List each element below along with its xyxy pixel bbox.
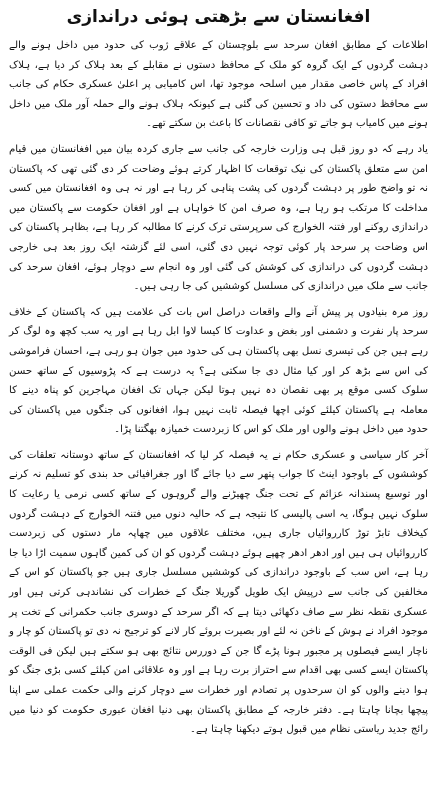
article-paragraph-2: یاد رہے کہ دو روز قبل ہی وزارت خارجہ کی جانب سے جاری کردہ بیان میں افغانستان میں قیام امن سے متعلق پاکستان کی نیک توقعات کا اظہار کرتے ہوئے وضاحت کر دی گئی تھی کہ پاکستان نہ تو واضح طور پر دہشت گردوں کی پشت پناہی کر رہا ہے اور نہ ہی وہ افغانستان میں کسی مداخلت کا مرتکب ہو رہا ہے، وہ صرف امن کا خواہاں ہے اور افغان حکومت سے پاکستان میں دراندازی روکنے اور فتنہ الخوارج کی سرپرستی ترک کرنے کا مطالبہ کر رہا ہے، بظاہر پاکستان کی اس وضاحت پر سرحد پار کوئی توجہ نہیں دی گئی، اسی لئے گزشتہ ایک روز بعد ہی خارجی دہشت گردوں کی دراندازی کی کوشش کی گئی اور وہ انجام سے دوچار ہوئے، افغان سرحد کی جانب سے ملک میں دراندازی کی مسلسل کوششیں کی جا رہی ہیں۔: [9, 143, 428, 293]
article-paragraph-3: روز مرہ بنیادوں پر پیش آنے والے واقعات دراصل اس بات کی علامت ہیں کہ پاکستان کے خلاف سرحد پار نفرت و دشمنی اور بغض و عداوت کا کیسا لاوا ابل رہا ہے اور یہ سب کچھ وہ لوگ کر رہے ہیں جن کی تیسری نسل بھی پاکستان ہی کی حدود میں جوان ہو رہی ہے، احسان فراموشی کی اس سے بڑھ کر اور کیا مثال دی جا سکتی ہے؟ یہ درست ہے کہ پڑوسیوں کے ساتھ حسن سلوک کسی موقع پر بھی نقصان دہ نہیں ہوتا لیکن جہاں تک افغان مہاجرین کو پناہ دینے کا معاملہ ہے پاکستان کیلئے کوئی اچھا فیصلہ ثابت نہیں ہوا، افغانوں کی جنگوں میں پاکستان کی حدود میں داخل ہونے والوں اور ملک کو اس کا زبردست خمیازہ بھگتنا پڑا۔: [9, 306, 428, 436]
article-headline: افغانستان سے بڑھتی ہوئی دراندازی: [66, 7, 371, 27]
article-paragraph-4: آخر کار سیاسی و عسکری حکام نے یہ فیصلہ کر لیا کہ افغانستان کے ساتھ دوستانہ تعلقات کی کوششوں کے باوجود اینٹ کا جواب پتھر سے دیا جائے گا اور جغرافیائی حد بندی کو تسلیم نہ کرنے اور توسیع پسندانہ عزائم کے تحت جنگ چھیڑنے والے گروہوں کے ساتھ کسی نرمی یا رعایت کا سلوک نہیں ہوگا، یہ اسی پالیسی کا نتیجہ ہے کہ حالیہ دنوں میں فتنہ الخوارج کے دہشت گردوں کیخلاف تابڑ توڑ کارروائیاں جاری ہیں، مختلف علاقوں میں چھاپہ مار دستوں کی زبردست کارروائیاں ہی ہیں اور ادھر ادھر چھپے ہوئے دہشت گردوں کو ان کی کمین گاہوں سمیت اڑا دیا جا رہا ہے، اس سب کے باوجود دراندازی کی کوششیں مسلسل جاری ہیں جو پاکستان کو اس کے مخالفین کی جانب سے درپیش ایک طویل گوریلا جنگ کے خطرات کی نشاندہی کرتی ہیں اور عسکری نقطہ نظر سے صاف دکھائی دیتا ہے کہ اگر سرحد کے دوسری جانب حکمرانی کے تخت پر موجود افراد نے ہوش کے ناخن نہ لئے اور بصیرت بروئے کار لانے کو ترجیح نہ دی تو پاکستان کو چار و ناچار ایسے فیصلوں پر مجبور ہونا پڑے گا جن کے دوررس نتائج بھی ہو سکتے ہیں لیکن فی الوقت پاکستان ایسے کسی بھی اقدام سے احتراز برت رہا ہے اور وہ علاقائی امن کیلئے کسی بڑی جنگ کو ہوا دینے والوں کو ان سرحدوں پر تصادم اور خطرات سے دوچار کرنے والی حکمت عملی سے اپنا پیچھا بچانا چاہتا ہے۔ دفتر خارجہ کے مطابق پاکستان بھی دنیا افغان عبوری حکومت کو دنیا میں رائج جدید ریاستی نظام میں قبول ہوتے دیکھنا چاہتا ہے۔: [9, 449, 428, 736]
article-paragraph-1: اطلاعات کے مطابق افغان سرحد سے بلوچستان کے علاقے ژوب کی حدود میں داخل ہونے والے دہشت گردوں کے ایک گروہ کو ملک کے محافظ دستوں نے مقابلے کے بعد ہلاک کر دیا ہے، ہلاک افراد کے پاس خاصی مقدار میں اسلحہ موجود تھا، اس کامیابی پر اعلیٰ عسکری حکام کی جانب سے محافظ دستوں کی داد و تحسین کی گئی ہے کیونکہ ہلاک ہونے والے حملہ آور ملک میں داخل ہونے میں کامیاب ہو جاتے تو کافی نقصانات کا باعث بن سکتے تھے۔: [9, 40, 428, 130]
article-body: [9, 36, 428, 740]
